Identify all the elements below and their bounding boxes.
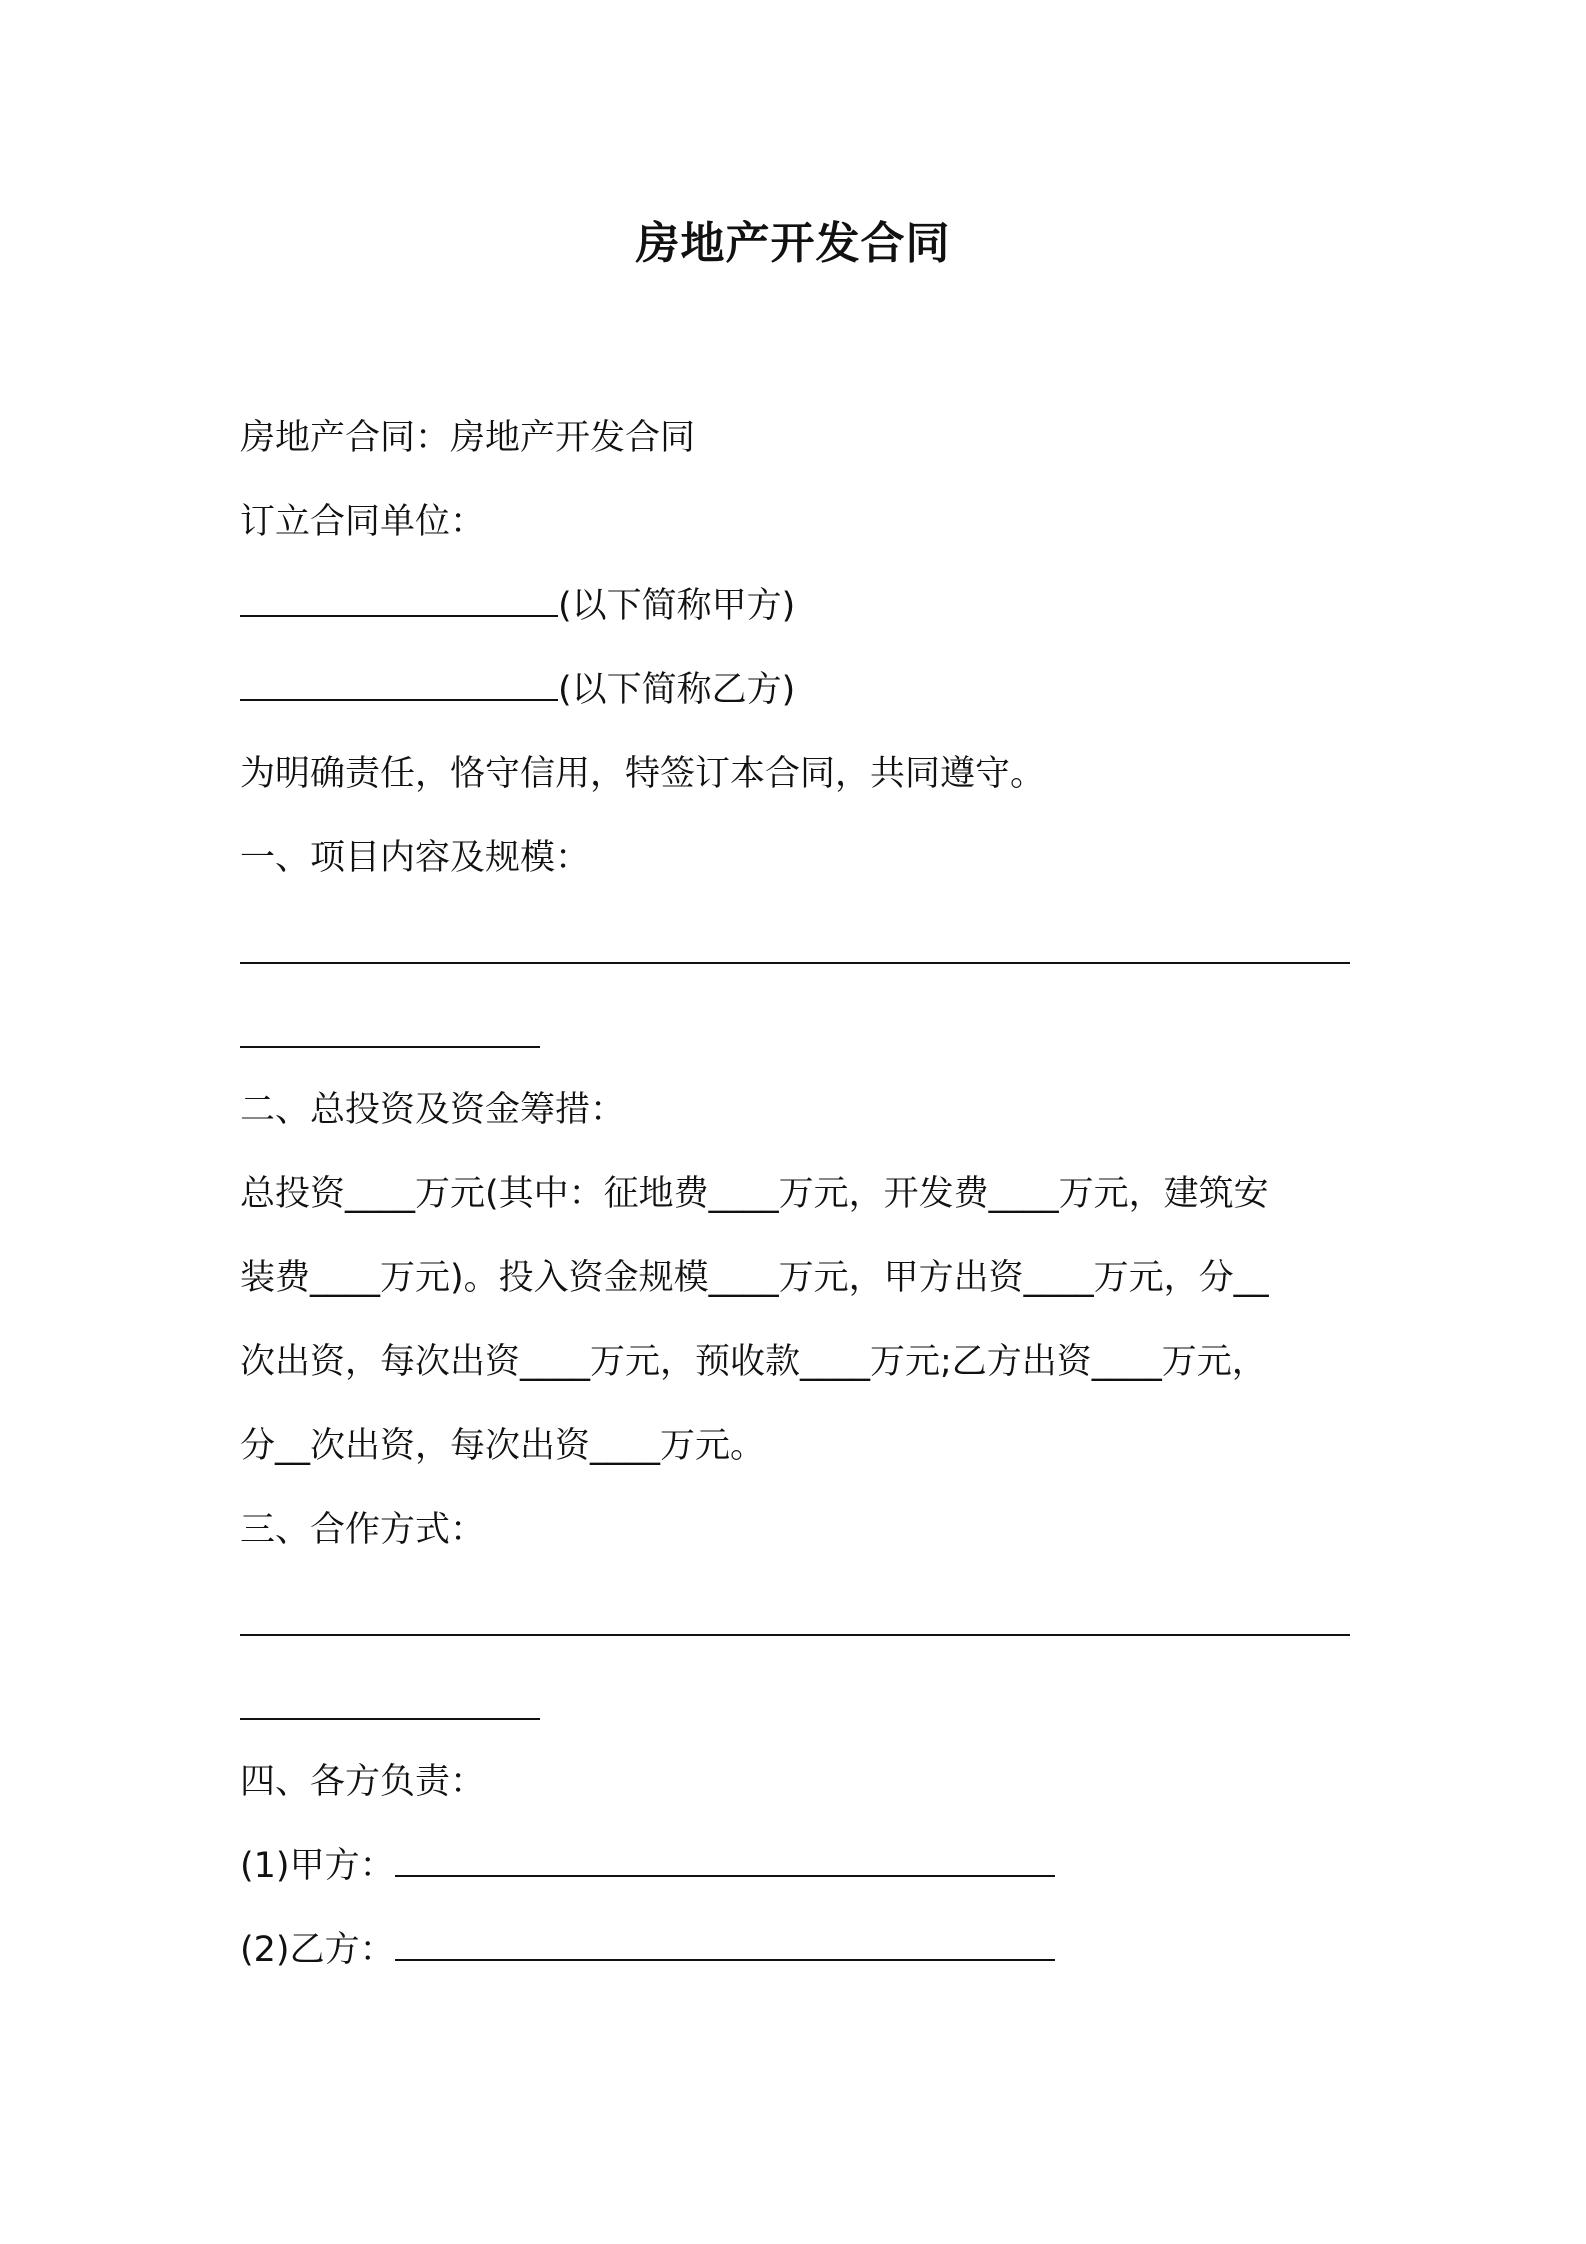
section2-text-line-2: 装费____万元)。投入资金规模____万元，甲方出资____万元，分__ (240, 1258, 1269, 1298)
party-b-duty-line (240, 1926, 1055, 1974)
section2-text-line-3: 次出资，每次出资____万元，预收款____万元;乙方出资____万元， (240, 1342, 1267, 1382)
party-b-duty-blank (395, 1929, 1055, 1961)
party-b-suffix: (以下简称乙方) (558, 670, 796, 710)
section3-blank-line-2 (240, 1718, 540, 1720)
contract-type-line: 房地产合同：房地产开发合同 (240, 418, 696, 458)
section2-heading: 二、总投资及资金筹措： (240, 1090, 626, 1130)
party-b-duty-label: (2)乙方： (240, 1930, 395, 1970)
document-title: 房地产开发合同 (635, 218, 951, 269)
party-b-line (240, 666, 795, 714)
section4-heading: 四、各方负责： (240, 1762, 486, 1802)
section3-heading: 三、合作方式： (240, 1510, 486, 1550)
section2-text-line-1: 总投资____万元(其中：征地费____万元，开发费____万元，建筑安 (240, 1174, 1269, 1214)
section1-heading: 一、项目内容及规模： (240, 838, 591, 878)
section1-blank-line-1 (240, 962, 1350, 964)
section2-text-line-4: 分__次出资，每次出资____万元。 (240, 1426, 766, 1466)
party-a-blank (240, 585, 558, 617)
party-a-line (240, 582, 795, 630)
party-a-duty-line (240, 1842, 1055, 1890)
section3-blank-line-1 (240, 1634, 1350, 1636)
party-a-suffix: (以下简称甲方) (558, 586, 796, 626)
party-a-duty-blank (395, 1845, 1055, 1877)
preamble-text: 为明确责任，恪守信用，特签订本合同，共同遵守。 (240, 754, 1046, 794)
party-b-blank (240, 669, 558, 701)
party-a-duty-label: (1)甲方： (240, 1846, 395, 1886)
parties-heading: 订立合同单位： (240, 502, 486, 542)
section1-blank-line-2 (240, 1046, 540, 1048)
